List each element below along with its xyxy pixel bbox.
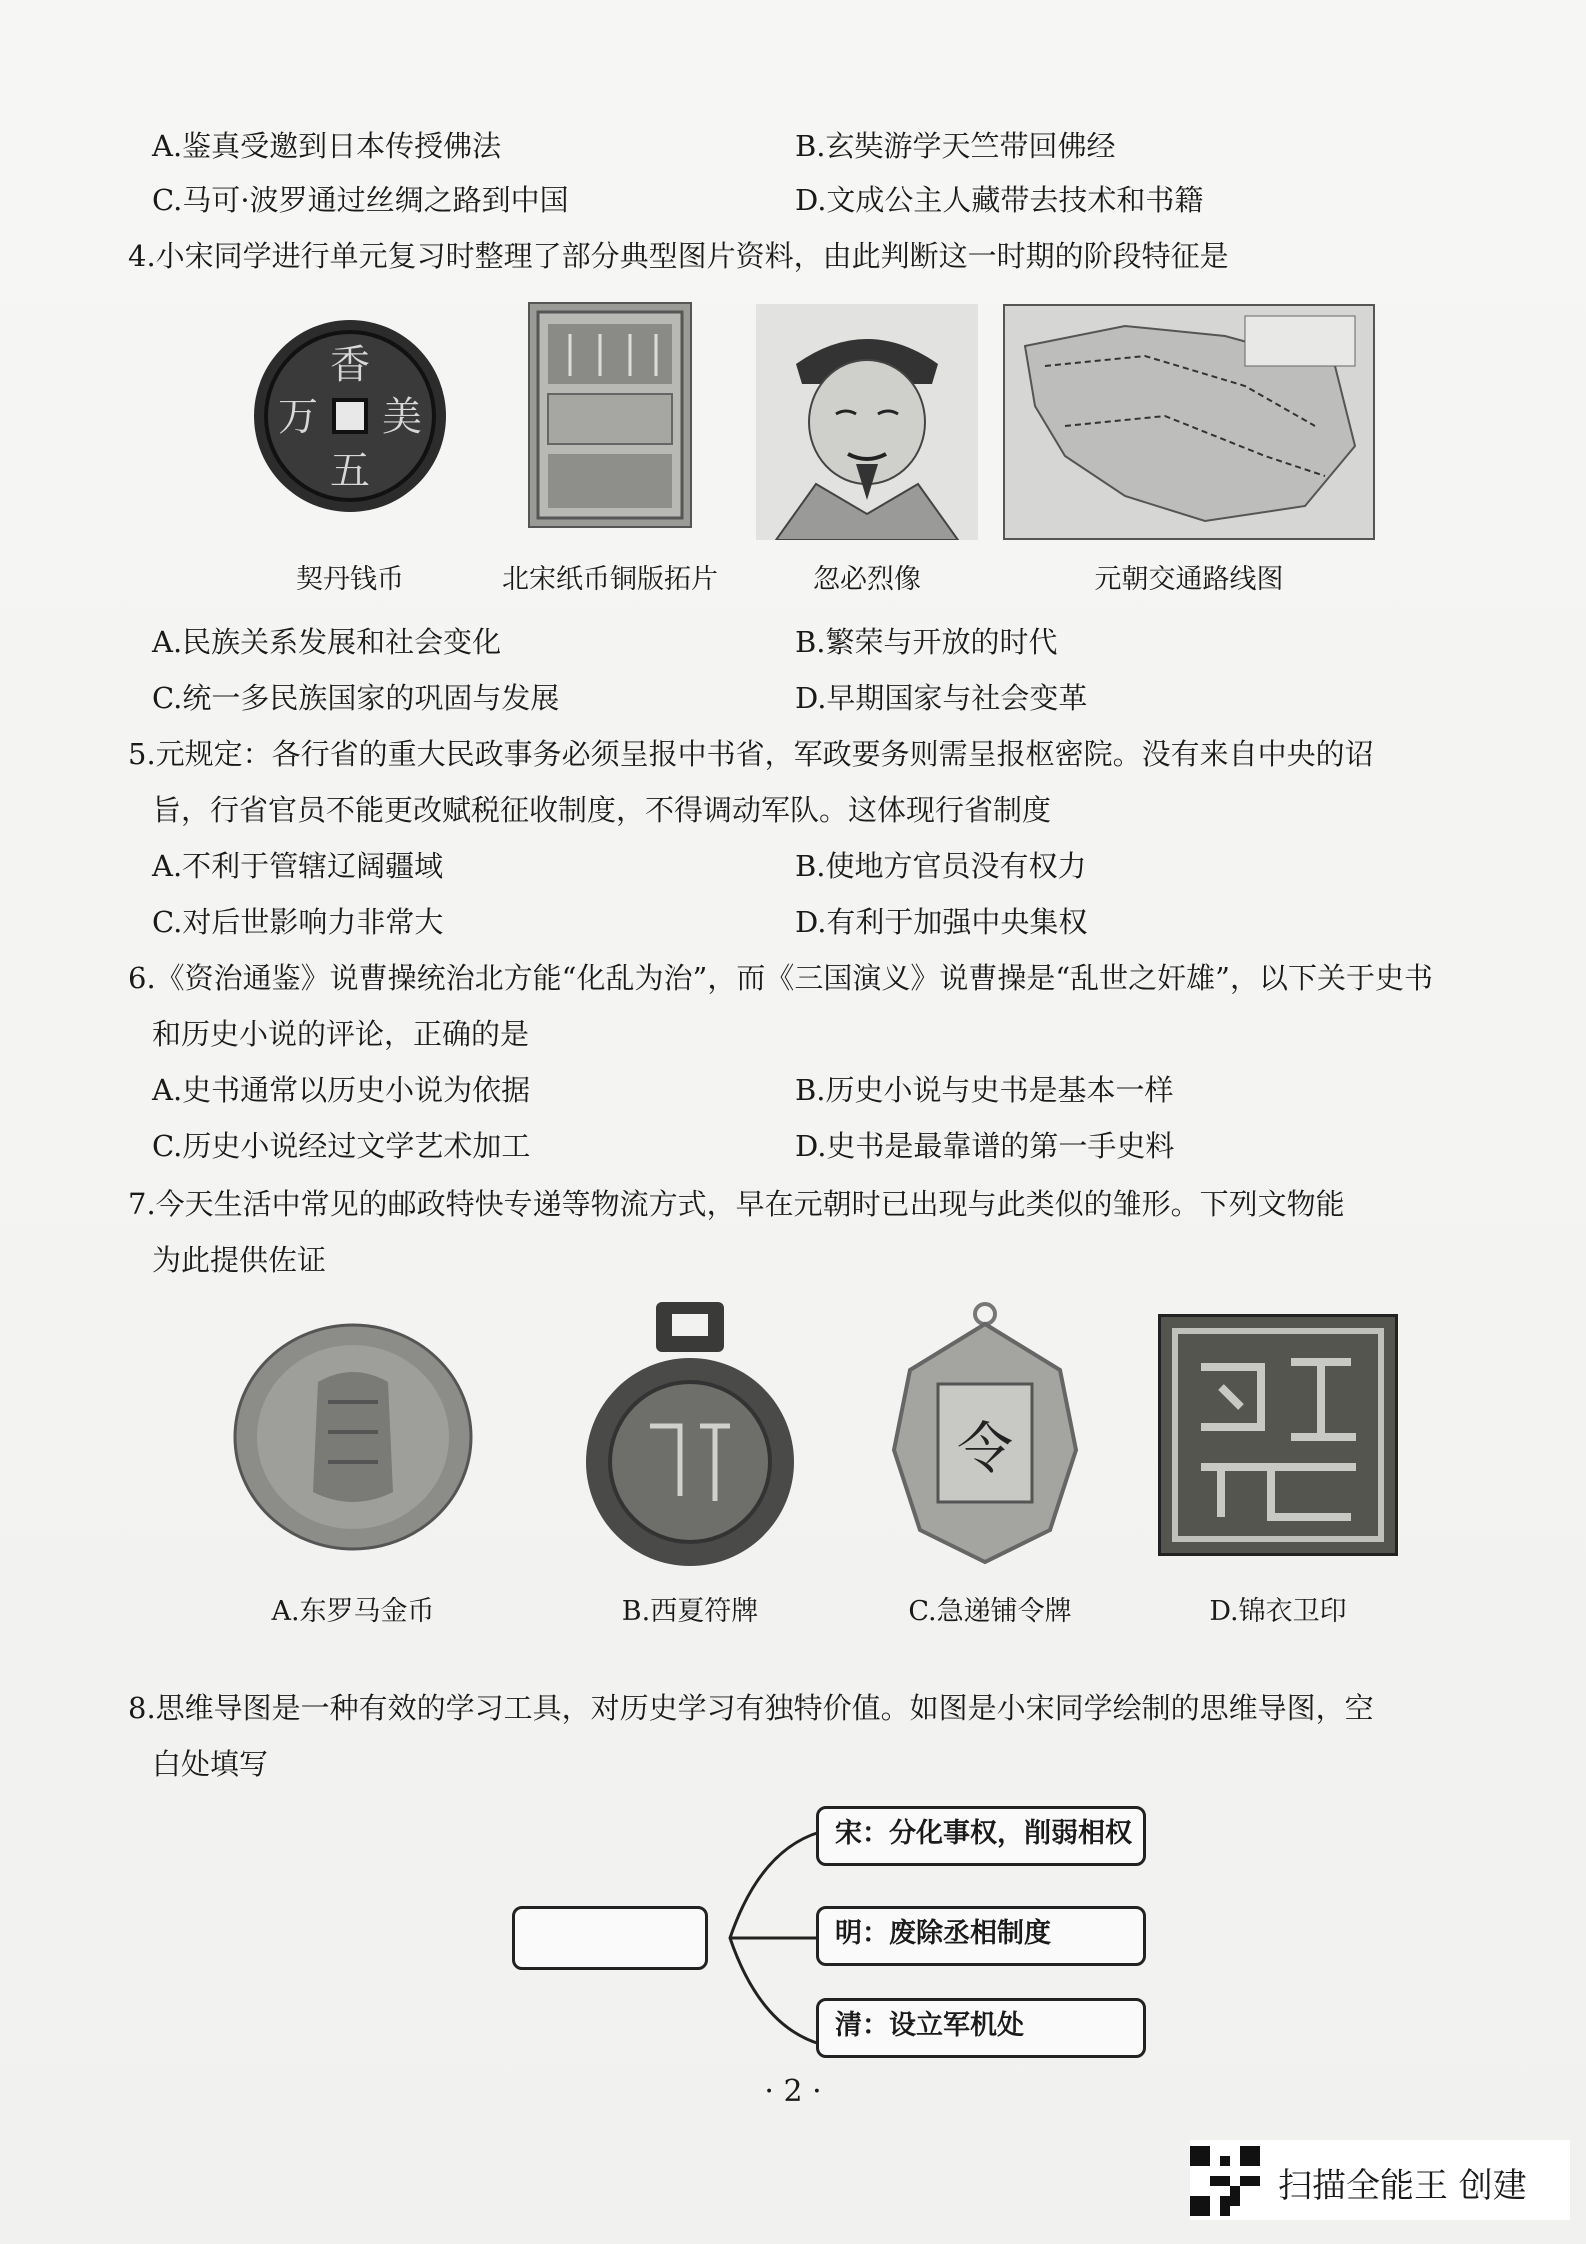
q6-option-c: C.历史小说经过文学艺术加工 [152, 1129, 531, 1163]
mindmap-blank-box [512, 1906, 708, 1970]
caption-yuan-map: 元朝交通路线图 [1094, 564, 1284, 595]
relic-caption-c: C.急递铺令牌 [908, 1596, 1072, 1627]
caption-song-banknote: 北宋纸币铜版拓片 [502, 564, 718, 595]
coin-char-left: 万 [278, 394, 318, 440]
byzantine-coin-image [228, 1312, 478, 1562]
yuan-transport-map-image [1003, 304, 1375, 540]
mindmap-song-box: 宋：分化事权，削弱相权 [816, 1806, 1146, 1866]
q4-option-b: B.繁荣与开放的时代 [795, 625, 1058, 659]
xixia-tally-image [580, 1296, 800, 1572]
relic-caption-a: A.东罗马金币 [271, 1596, 435, 1627]
caption-kublai: 忽必烈像 [813, 564, 921, 595]
q5-option-b: B.使地方官员没有权力 [795, 849, 1087, 883]
q5-option-c: C.对后世影响力非常大 [152, 905, 444, 939]
q3-option-b: B.玄奘游学天竺带回佛经 [795, 129, 1116, 163]
q4-option-c: C.统一多民族国家的巩固与发展 [152, 681, 560, 715]
page-number: · 2 · [764, 2074, 822, 2109]
q5-option-d: D.有利于加强中央集权 [795, 905, 1088, 939]
coin-char-bottom: 五 [330, 448, 370, 494]
q5-stem-line1: 5.元规定：各行省的重大民政事务必须呈报中书省，军政要务则需呈报枢密院。没有来自中央的诏 [128, 737, 1374, 771]
q4-option-a: A.民族关系发展和社会变化 [152, 625, 502, 659]
khitan-coin-image [250, 316, 450, 516]
q4-option-d: D.早期国家与社会变革 [795, 681, 1088, 715]
q8-stem-line1: 8.思维导图是一种有效的学习工具，对历史学习有独特价值。如图是小宋同学绘制的思维导图，空 [128, 1691, 1374, 1725]
scanner-watermark-text: 扫描全能王 创建 [1278, 2166, 1527, 2206]
relic-caption-d: D.锦衣卫印 [1209, 1596, 1347, 1627]
jidipu-plaque-image [880, 1300, 1090, 1572]
caption-khitan-coin: 契丹钱币 [296, 564, 404, 595]
coin-char-top: 香 [330, 342, 370, 388]
q7-stem-line2: 为此提供佐证 [152, 1243, 327, 1277]
mindmap-ming-box: 明：废除丞相制度 [816, 1906, 1146, 1966]
jinyiwei-seal-image [1158, 1314, 1398, 1556]
q4-stem: 4.小宋同学进行单元复习时整理了部分典型图片资料，由此判断这一时期的阶段特征是 [128, 239, 1229, 273]
mindmap-qing-box: 清：设立军机处 [816, 1998, 1146, 2058]
q6-option-b: B.历史小说与史书是基本一样 [795, 1073, 1174, 1107]
coin-char-right: 美 [382, 394, 422, 440]
song-banknote-plate-image [528, 302, 692, 528]
q3-option-a: A.鉴真受邀到日本传授佛法 [152, 129, 502, 163]
q3-option-c: C.马可·波罗通过丝绸之路到中国 [152, 183, 569, 217]
scanner-footer [1190, 2140, 1570, 2220]
q5-option-a: A.不利于管辖辽阔疆域 [152, 849, 444, 883]
kublai-khan-portrait-image [756, 304, 978, 540]
q6-option-a: A.史书通常以历史小说为依据 [152, 1073, 531, 1107]
q8-stem-line2: 白处填写 [152, 1747, 269, 1781]
q6-option-d: D.史书是最靠谱的第一手史料 [795, 1129, 1175, 1163]
q3-option-d: D.文成公主人藏带去技术和书籍 [795, 183, 1204, 217]
plaque-char: 令 [957, 1417, 1013, 1482]
q5-stem-line2: 旨，行省官员不能更改赋税征收制度，不得调动军队。这体现行省制度 [152, 793, 1052, 827]
relic-caption-b: B.西夏符牌 [621, 1596, 759, 1627]
q6-stem-line1: 6.《资治通鉴》说曹操统治北方能“化乱为治”，而《三国演义》说曹操是“乱世之奸雄”，以下关于史书 [128, 961, 1433, 995]
q6-stem-line2: 和历史小说的评论，正确的是 [152, 1017, 530, 1051]
q7-stem-line1: 7.今天生活中常见的邮政特快专递等物流方式，早在元朝时已出现与此类似的雏形。下列文物能 [128, 1187, 1345, 1221]
qr-code-icon [1190, 2146, 1260, 2216]
